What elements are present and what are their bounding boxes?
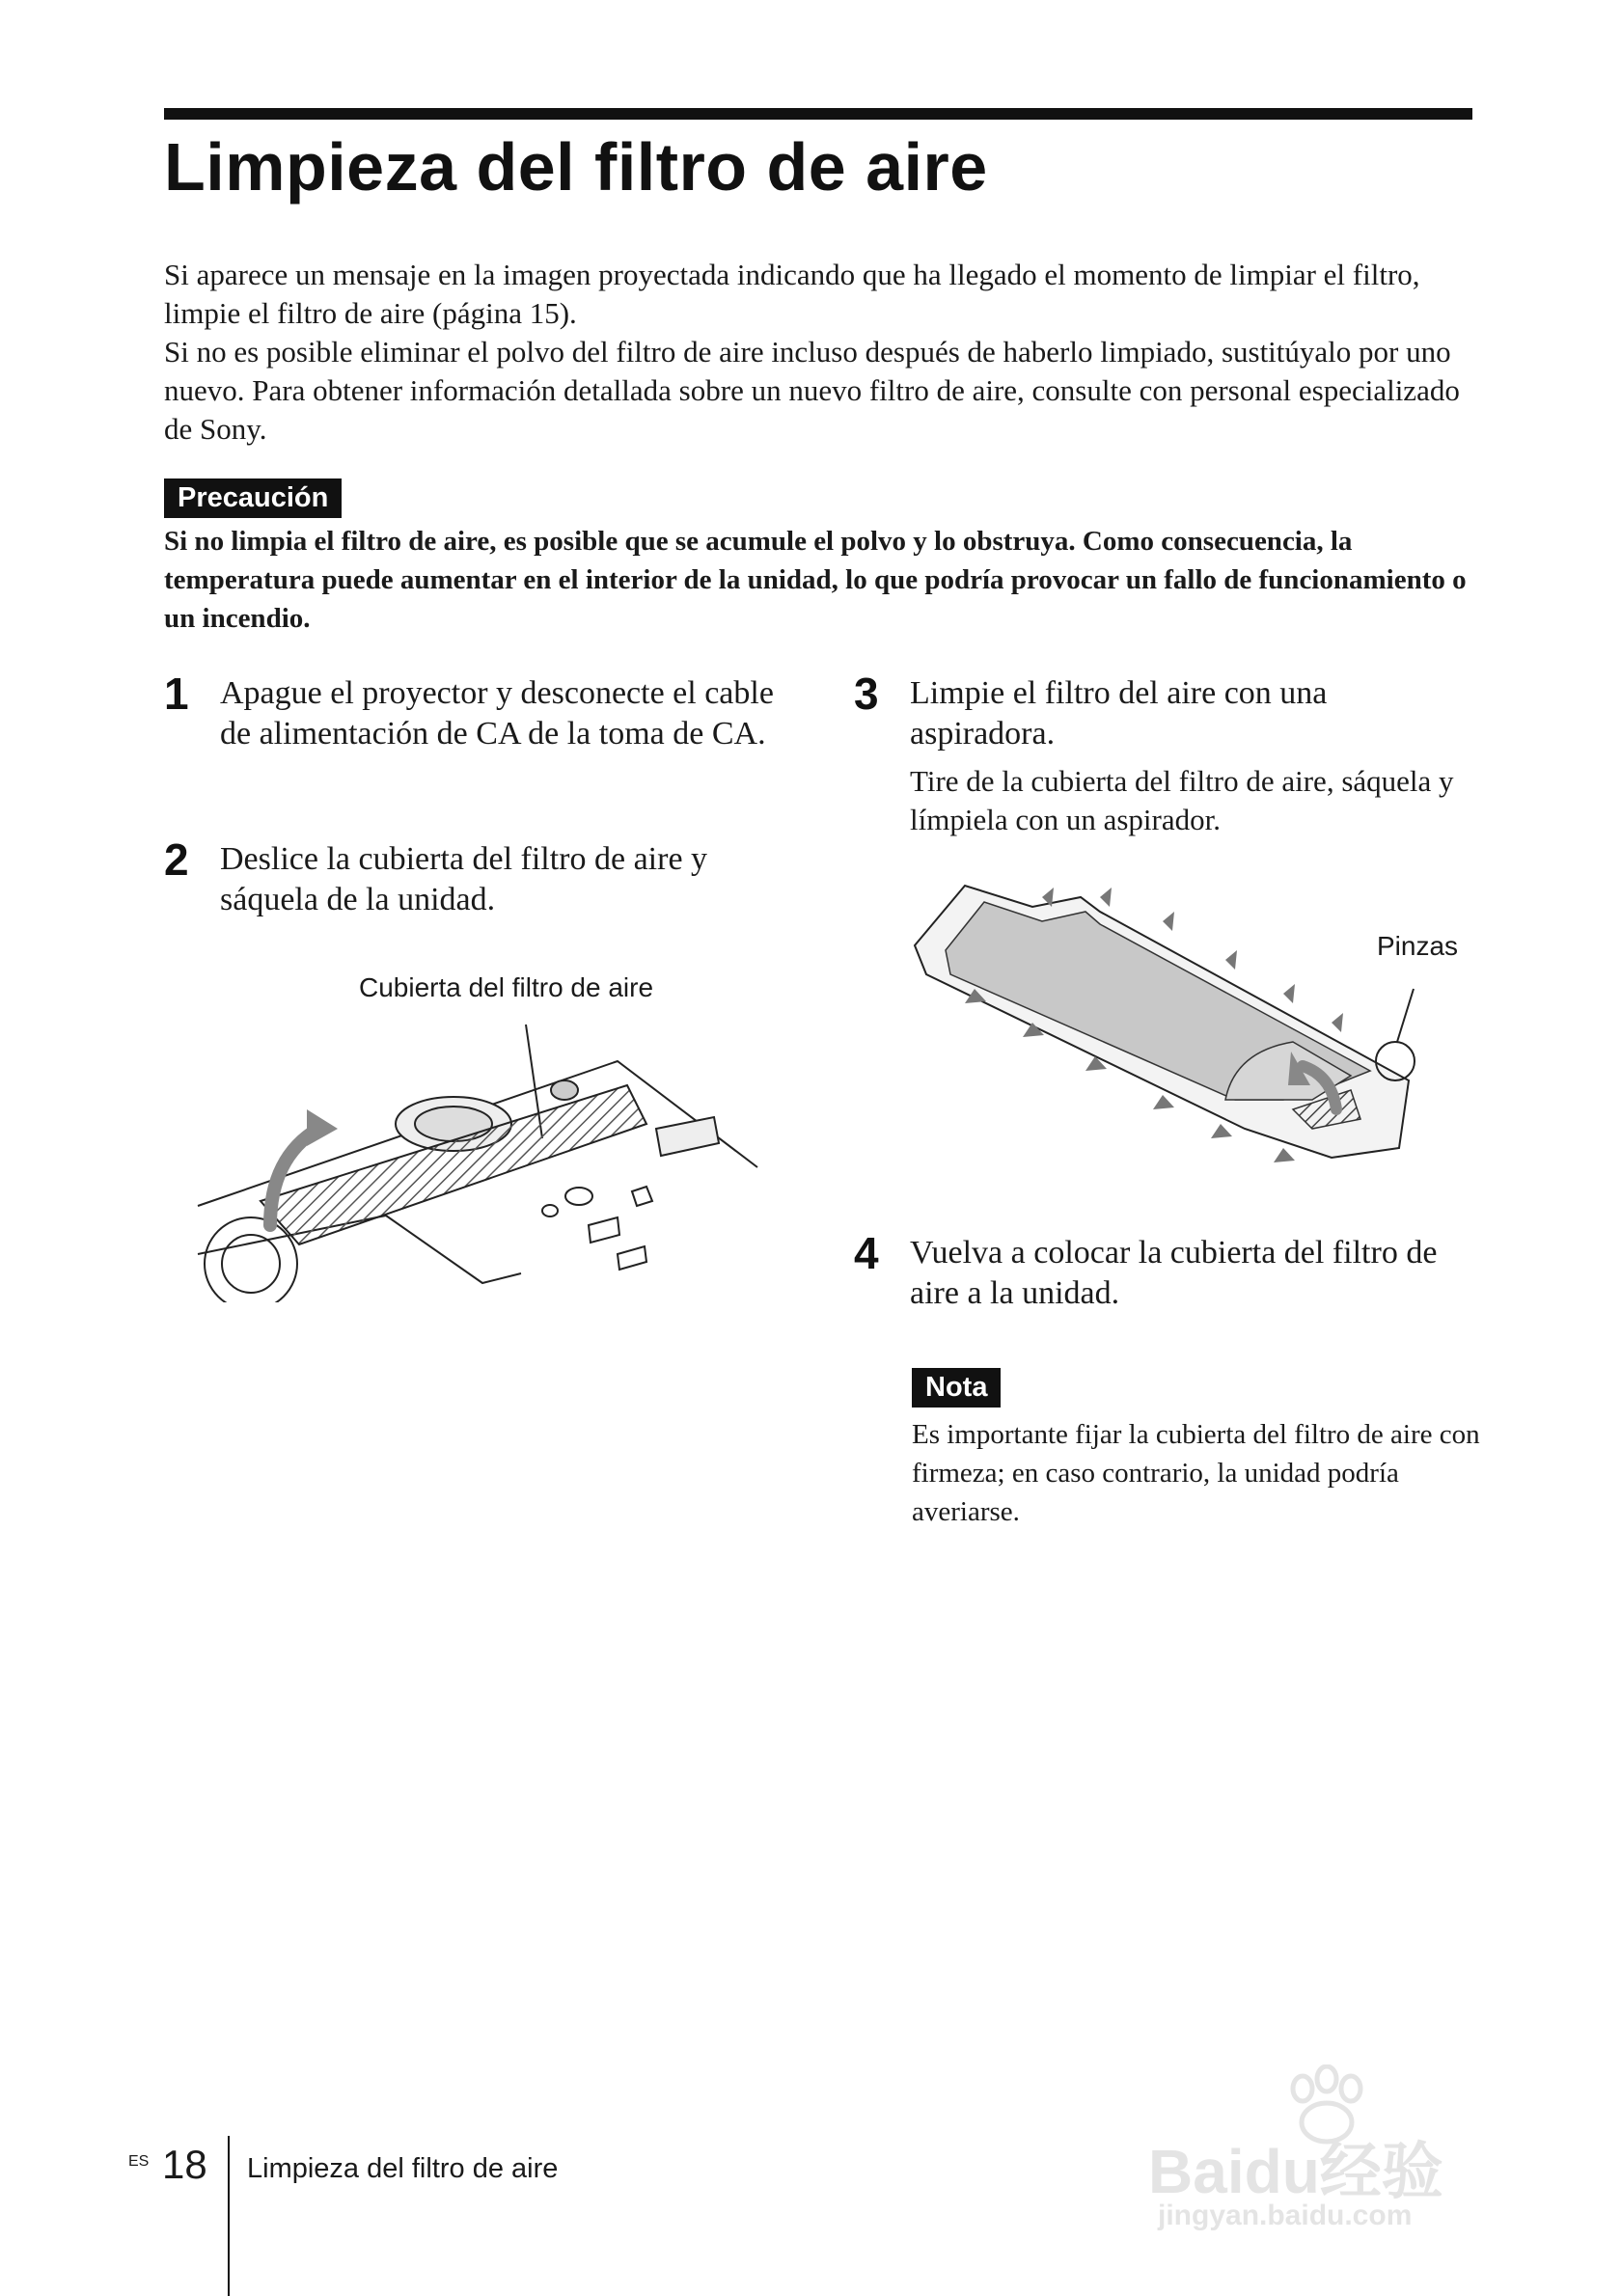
step-number: 2 bbox=[164, 834, 189, 885]
intro-paragraph: Si no es posible eliminar el polvo del filtro de aire incluso después de haberlo limpiado, sustitúyalo por uno nuevo. Para obtener información detallada sobre un nuevo filtro de aire, consulte con personal especializado de Sony. bbox=[164, 335, 1460, 446]
footer-language: ES bbox=[128, 2153, 150, 2170]
note-text: Es importante fijar la cubierta del filtro de aire con firmeza; en caso contrario, la unidad podría averiarse. bbox=[912, 1419, 1480, 1527]
step-number: 3 bbox=[854, 669, 879, 719]
caution-text: Si no limpia el filtro de aire, es posible que se acumule el polvo y lo obstruya. Como consecuencia, la temperatura puede aumentar en el interior de la unidad, lo que podría provocar un fallo de funcionamiento o un incendio. bbox=[164, 526, 1467, 634]
step-text: Deslice la cubierta del filtro de aire y sáquela de la unidad. bbox=[220, 841, 708, 917]
step-4 bbox=[854, 1228, 1471, 1314]
note-label: Nota bbox=[912, 1368, 1001, 1408]
projector-illustration bbox=[193, 994, 772, 1302]
step-text: Limpie el filtro del aire con una aspiradora. bbox=[910, 675, 1328, 752]
note-box bbox=[912, 1368, 1491, 1531]
step-number: 4 bbox=[854, 1228, 879, 1278]
step-subtext: Tire de la cubierta del filtro de aire, sáquela y límpiela con un aspirador. bbox=[910, 764, 1454, 836]
watermark-brand: Baidu经验 bbox=[1148, 2137, 1443, 2206]
filter-cover-illustration bbox=[907, 868, 1447, 1187]
baidu-watermark bbox=[1148, 2064, 1553, 2248]
step-2 bbox=[164, 834, 782, 920]
caution-label: Precaución bbox=[164, 478, 342, 518]
step-3 bbox=[854, 669, 1471, 839]
clips-callout-label: Pinzas bbox=[1377, 931, 1459, 961]
footer-title: Limpieza del filtro de aire bbox=[247, 2153, 559, 2184]
page-number: 18 bbox=[162, 2142, 207, 2187]
step-number: 1 bbox=[164, 669, 189, 719]
page-title: Limpieza del filtro de aire bbox=[164, 129, 988, 205]
footer-divider bbox=[228, 2136, 230, 2296]
caution-box bbox=[164, 478, 1472, 638]
step-1 bbox=[164, 669, 782, 754]
cover-callout-label: Cubierta del filtro de aire bbox=[359, 972, 654, 1002]
step-text: Apague el proyector y desconecte el cable de alimentación de CA de la toma de CA. bbox=[220, 675, 774, 752]
step-text: Vuelva a colocar la cubierta del filtro de aire a la unidad. bbox=[910, 1235, 1438, 1311]
intro-text bbox=[164, 256, 1472, 449]
watermark-url: jingyan.baidu.com bbox=[1158, 2200, 1413, 2231]
top-rule bbox=[164, 108, 1472, 120]
intro-paragraph: Si aparece un mensaje en la imagen proyectada indicando que ha llegado el momento de limpiar el filtro, limpie el filtro de aire (página 15). bbox=[164, 258, 1420, 330]
